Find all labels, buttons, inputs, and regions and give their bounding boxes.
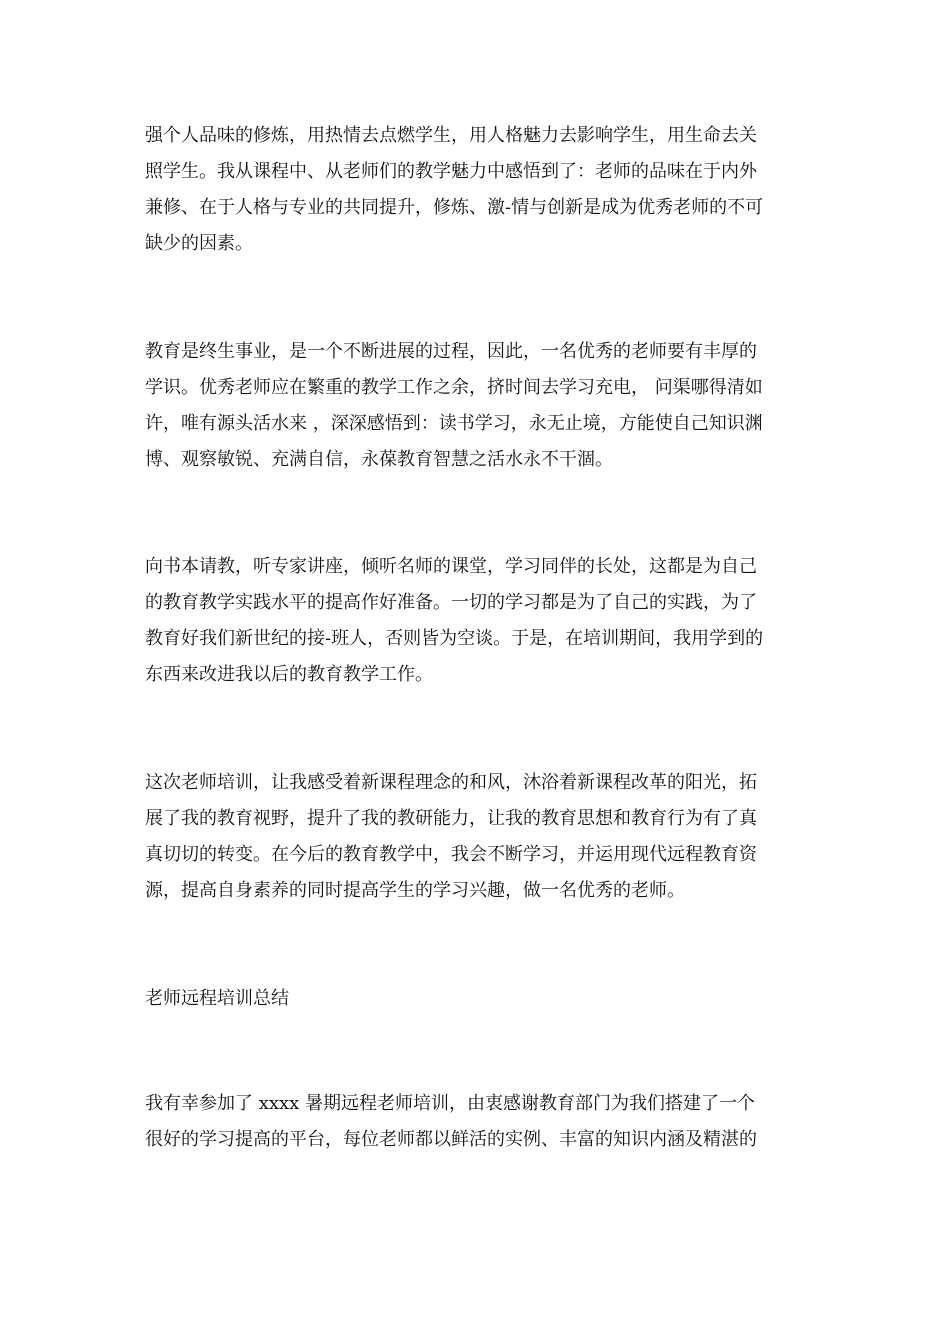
text-line: 很好的学习提高的平台，每位老师都以鲜活的实例、丰富的知识内涵及精湛的: [145, 1129, 757, 1150]
text-line: 学识。优秀老师应在繁重的教学工作之余，挤时间去学习充电， 问渠哪得清如: [145, 377, 763, 398]
text-line: 照学生。我从课程中、从老师们的教学魅力中感悟到了：老师的品味在于内外: [145, 161, 757, 182]
paragraph-training-reflection: [145, 765, 807, 909]
paragraph-introduction: [145, 1086, 807, 1158]
text-line: 许，唯有源头活水来 ，深深感悟到：读书学习，永无止境，方能使自己知识渊: [145, 413, 763, 434]
text-line: 真切切的转变。在今后的教育教学中，我会不断学习，并运用现代远程教育资: [145, 844, 757, 865]
text-line: 展了我的教育视野，提升了我的教研能力，让我的教育思想和教育行为有了真: [145, 808, 757, 829]
text-line: 向书本请教，听专家讲座，倾听名师的课堂，学习同伴的长处，这都是为自己: [145, 556, 757, 577]
heading-line: 老师远程培训总结: [145, 988, 289, 1009]
text-line: 东西来改进我以后的教育教学工作。: [145, 664, 433, 685]
paragraph-character-cultivation: [145, 118, 807, 262]
paragraph-practice: [145, 549, 807, 693]
text-line: 博、观察敏锐、充满自信，永葆教育智慧之活水永不干涸。: [145, 449, 613, 470]
section-heading: [145, 981, 807, 1017]
text-line: 教育好我们新世纪的接-班人，否则皆为空谈。于是，在培训期间，我用学到的: [145, 628, 764, 649]
text-line: 缺少的因素。: [145, 233, 253, 254]
text-line: 我有幸参加了 xxxx 暑期远程老师培训，由衷感谢教育部门为我们搭建了一个: [145, 1093, 756, 1114]
text-line: 源，提高自身素养的同时提高学生的学习兴趣，做一名优秀的老师。: [145, 880, 685, 901]
text-line: 兼修、在于人格与专业的共同提升，修炼、激-情与创新是成为优秀老师的不可: [145, 197, 764, 218]
text-line: 这次老师培训，让我感受着新课程理念的和风，沐浴着新课程改革的阳光，拓: [145, 772, 757, 793]
text-line: 的教育教学实践水平的提高作好准备。一切的学习都是为了自己的实践，为了: [145, 592, 757, 613]
text-line: 教育是终生事业，是一个不断进展的过程，因此，一名优秀的老师要有丰厚的: [145, 341, 757, 362]
paragraph-lifelong-learning: [145, 334, 807, 478]
text-line: 强个人品味的修炼，用热情去点燃学生，用人格魅力去影响学生，用生命去关: [145, 125, 757, 146]
